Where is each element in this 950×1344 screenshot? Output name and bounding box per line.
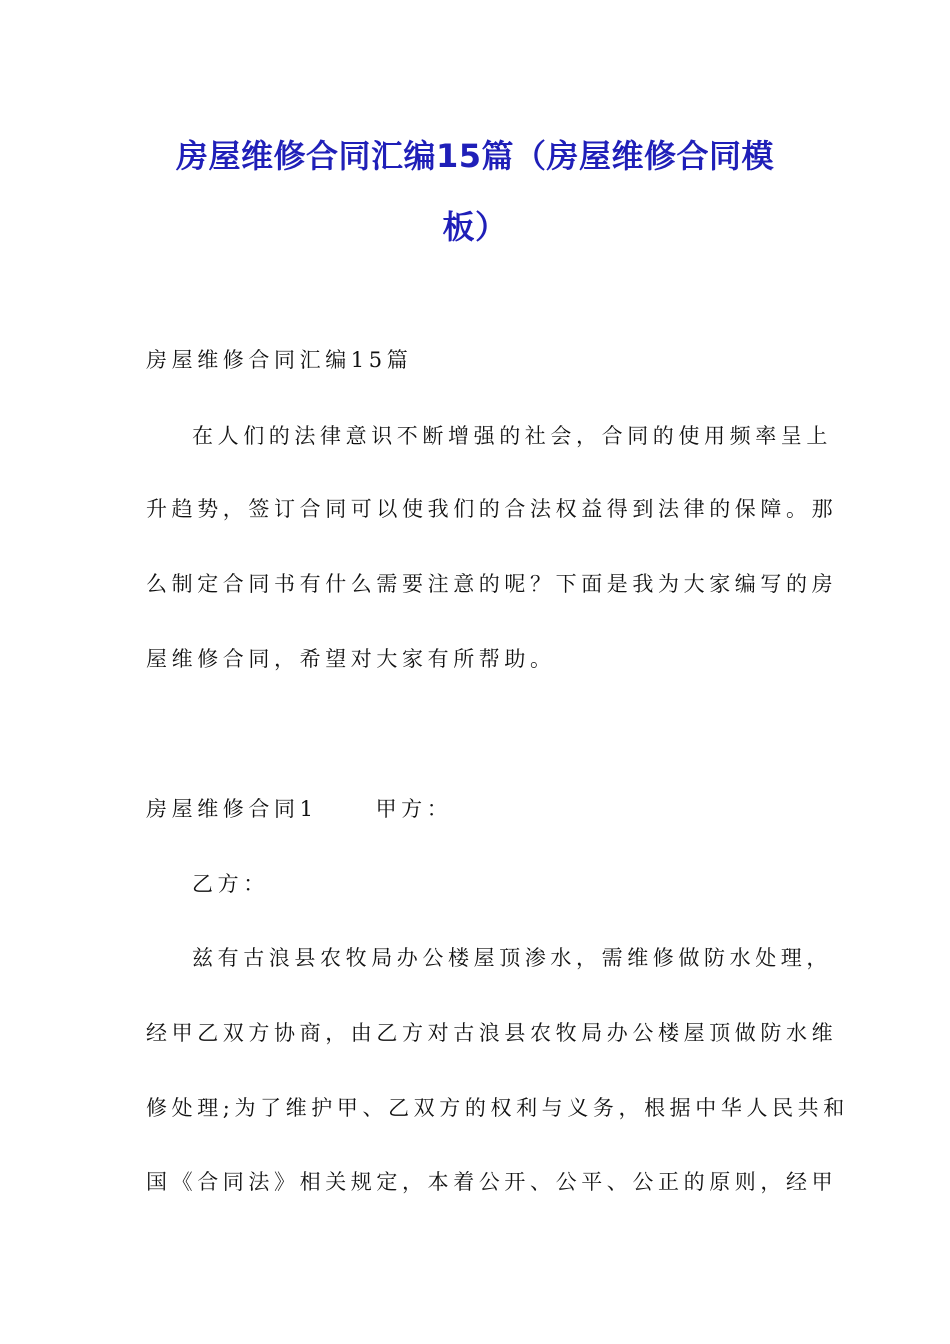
intro-paragraph-line: 么制定合同书有什么需要注意的呢？下面是我为大家编写的房: [146, 572, 838, 596]
document-title-line-1: 房屋维修合同汇编15篇（房屋维修合同模: [175, 137, 775, 175]
document-title-line-2: 板）: [442, 208, 508, 246]
intro-paragraph-line: 屋维修合同，希望对大家有所帮助。: [146, 647, 556, 671]
contract-heading: 房屋维修合同1: [146, 797, 318, 821]
body-paragraph-line: 兹有古浪县农牧局办公楼屋顶渗水，需维修做防水处理，: [192, 946, 832, 970]
body-paragraph-line: 经甲乙双方协商，由乙方对古浪县农牧局办公楼屋顶做防水维: [146, 1021, 838, 1045]
party-b-label: 乙方：: [192, 872, 269, 896]
body-paragraph-line: 国《合同法》相关规定，本着公开、公平、公正的原则，经甲: [146, 1170, 838, 1194]
contract-heading-row: [146, 795, 816, 823]
intro-paragraph-line: 在人们的法律意识不断增强的社会，合同的使用频率呈上: [192, 424, 832, 448]
body-paragraph-line: 修处理;为了维护甲、乙双方的权利与义务，根据中华人民共和: [146, 1096, 849, 1120]
party-a-label: 甲方：: [375, 797, 453, 821]
document-subtitle: 房屋维修合同汇编15篇: [146, 348, 413, 372]
intro-paragraph-line: 升趋势，签订合同可以使我们的合法权益得到法律的保障。那: [146, 497, 838, 521]
